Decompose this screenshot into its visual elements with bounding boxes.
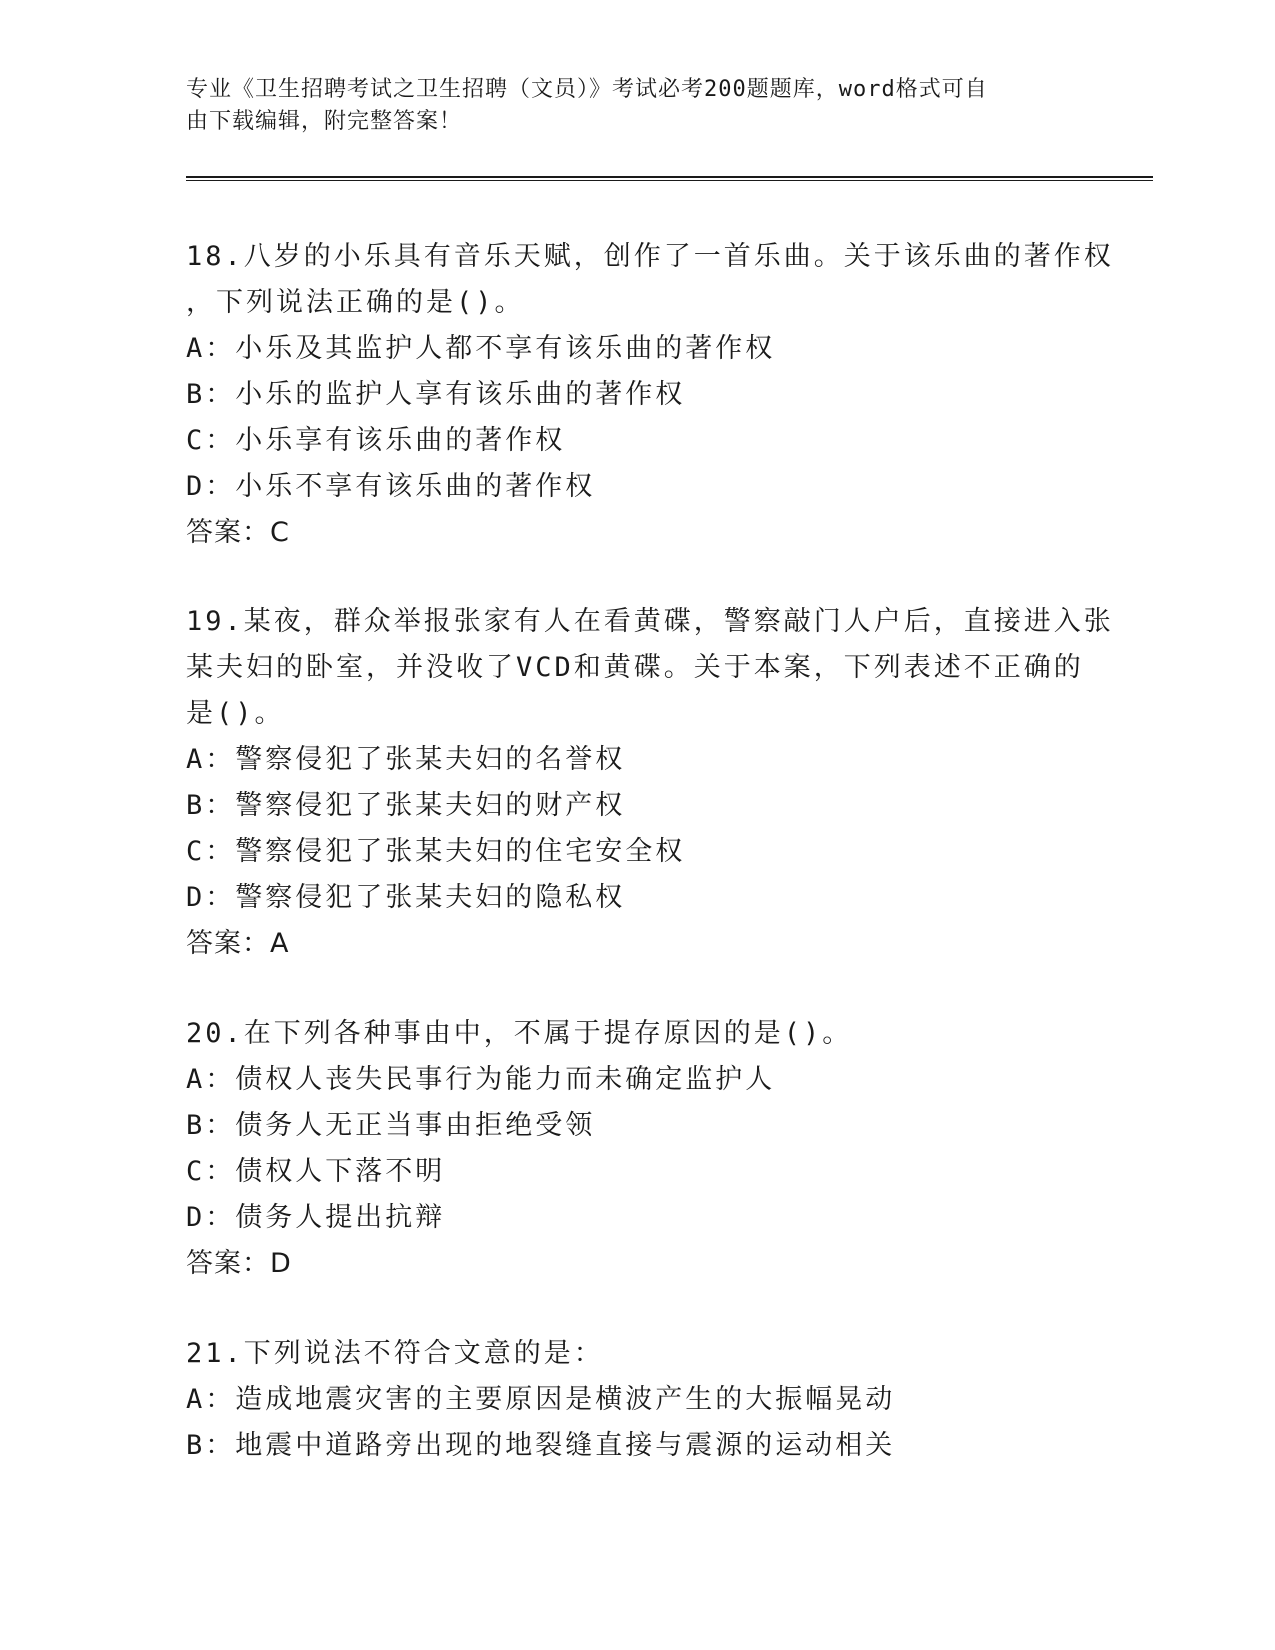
option-c: C：警察侵犯了张某夫妇的住宅安全权 [186, 836, 686, 867]
option-d: D：小乐不享有该乐曲的著作权 [186, 471, 596, 502]
option-b: B：债务人无正当事由拒绝受领 [186, 1110, 596, 1141]
answer: 答案：A [186, 928, 290, 959]
header-line: 由下载编辑，附完整答案！ [186, 109, 463, 134]
question-text: ，下列说法正确的是()。 [186, 287, 525, 318]
answer: 答案：C [186, 517, 290, 548]
option-c: C：小乐享有该乐曲的著作权 [186, 425, 566, 456]
question-19 [186, 599, 1114, 967]
option-a: A：债权人丧失民事行为能力而未确定监护人 [186, 1064, 776, 1095]
option-b: B：小乐的监护人享有该乐曲的著作权 [186, 379, 686, 410]
question-text: 20.在下列各种事由中，不属于提存原因的是()。 [186, 1018, 853, 1049]
option-a: A：造成地震灾害的主要原因是横波产生的大振幅晃动 [186, 1384, 896, 1415]
question-text: 19.某夜，群众举报张家有人在看黄碟，警察敲门人户后，直接进入张 [186, 606, 1114, 637]
option-a: A：警察侵犯了张某夫妇的名誉权 [186, 744, 626, 775]
option-d: D：债务人提出抗辩 [186, 1202, 446, 1233]
question-18 [186, 234, 1114, 556]
option-d: D：警察侵犯了张某夫妇的隐私权 [186, 882, 626, 913]
question-21 [186, 1331, 1086, 1469]
answer: 答案：D [186, 1248, 292, 1279]
header-divider [186, 176, 1153, 181]
question-text: 18.八岁的小乐具有音乐天赋，创作了一首乐曲。关于该乐曲的著作权 [186, 241, 1114, 272]
question-20 [186, 1011, 1086, 1287]
question-text: 是()。 [186, 698, 285, 729]
option-a: A：小乐及其监护人都不享有该乐曲的著作权 [186, 333, 776, 364]
option-c: C：债权人下落不明 [186, 1156, 446, 1187]
question-text: 21.下列说法不符合文意的是： [186, 1338, 604, 1369]
header-line: 专业《卫生招聘考试之卫生招聘（文员）》考试必考200题题库，word格式可自 [186, 77, 988, 102]
document-header [186, 74, 1066, 138]
option-b: B：警察侵犯了张某夫妇的财产权 [186, 790, 626, 821]
question-text: 某夫妇的卧室，并没收了VCD和黄碟。关于本案，下列表述不正确的 [186, 652, 1084, 683]
option-b: B：地震中道路旁出现的地裂缝直接与震源的运动相关 [186, 1430, 896, 1461]
